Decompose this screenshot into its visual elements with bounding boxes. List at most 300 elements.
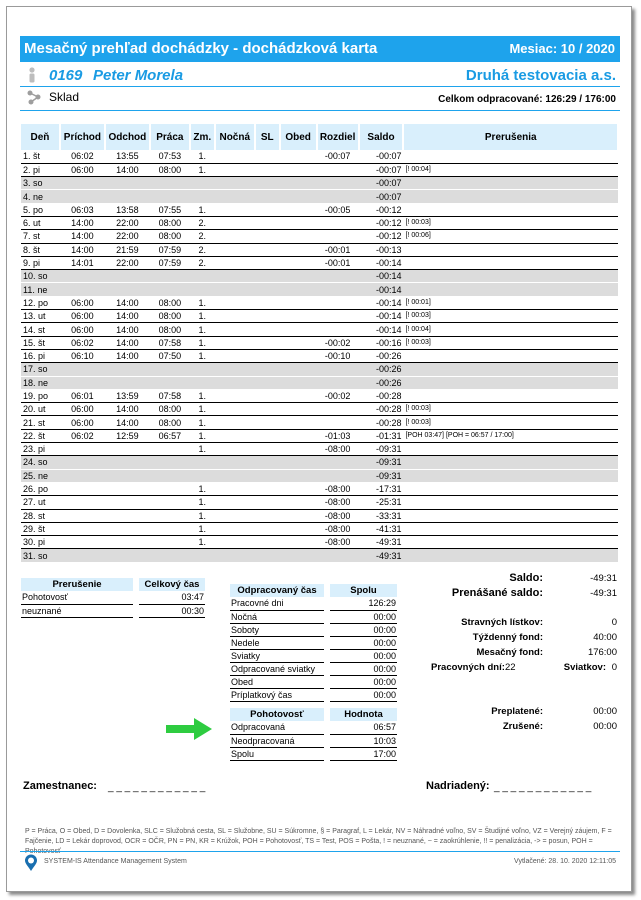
work-cell: 08:00 [150, 403, 190, 416]
lunch-cell [280, 349, 317, 362]
interruptions-cell [403, 443, 618, 456]
departure-cell [105, 482, 150, 495]
arrow-right-icon [166, 718, 214, 740]
arrival-cell [60, 469, 105, 482]
interruptions-cell [403, 482, 618, 495]
work-cell: 08:00 [150, 296, 190, 309]
saldo-cell: -00:16 [359, 336, 404, 349]
work-cell: 08:00 [150, 216, 190, 229]
night-cell [215, 349, 255, 362]
saldo-cell: -09:31 [359, 443, 404, 456]
departure-cell [105, 283, 150, 296]
footer-divider [20, 851, 620, 852]
shift-cell [190, 177, 215, 190]
difference-cell: -08:00 [317, 536, 359, 549]
work-cell: 08:00 [150, 323, 190, 336]
interruptions-cell [403, 283, 618, 296]
sl-cell [255, 389, 280, 402]
arrival-cell: 14:00 [60, 243, 105, 256]
shift-cell: 1. [190, 163, 215, 176]
difference-cell: -00:07 [317, 150, 359, 163]
arrival-cell: 06:03 [60, 203, 105, 216]
table-row [21, 310, 618, 323]
interruptions-cell: [! 00:03] [403, 216, 618, 229]
table-row [21, 363, 618, 376]
arrival-cell: 06:00 [60, 323, 105, 336]
worked-row [230, 597, 397, 610]
difference-cell [317, 310, 359, 323]
standby-header: Pohotovosť [230, 708, 324, 721]
table-row [21, 283, 618, 296]
table-row [21, 230, 618, 243]
day-cell: 22. št [21, 429, 60, 442]
saldo-cell: -00:13 [359, 243, 404, 256]
night-cell [215, 256, 255, 269]
sl-cell [255, 349, 280, 362]
night-cell [215, 443, 255, 456]
interruptions-cell: [! 00:06] [403, 230, 618, 243]
standby-row-name: Spolu [230, 747, 324, 760]
departure-cell [105, 496, 150, 509]
sl-cell [255, 429, 280, 442]
sl-cell [255, 456, 280, 469]
standby-row-value: 17:00 [330, 747, 397, 760]
meal-tickets-label: Stravných lístkov: [461, 617, 543, 628]
interruptions-cell [403, 522, 618, 535]
day-cell: 10. so [21, 270, 60, 283]
day-cell: 5. po [21, 203, 60, 216]
work-cell [150, 283, 190, 296]
day-cell: 25. ne [21, 469, 60, 482]
departure-cell [105, 536, 150, 549]
saldo-cell: -00:12 [359, 203, 404, 216]
interruptions-cell [403, 509, 618, 522]
column-header: Príchod [60, 124, 105, 150]
table-row [21, 389, 618, 402]
departure-cell: 14:00 [105, 349, 150, 362]
weekly-fund-value: 40:00 [593, 632, 617, 643]
standby-row-value: 06:57 [330, 721, 397, 734]
sl-cell [255, 310, 280, 323]
day-cell: 8. št [21, 243, 60, 256]
holidays-value: 0 [611, 662, 617, 673]
difference-cell [317, 323, 359, 336]
shift-cell: 1. [190, 536, 215, 549]
worked-row-value: 00:00 [330, 675, 397, 688]
saldo-cell: -00:26 [359, 349, 404, 362]
table-row [21, 456, 618, 469]
interruptions-cell [403, 203, 618, 216]
title-bar [20, 36, 620, 62]
interruptions-cell [403, 150, 618, 163]
night-cell [215, 509, 255, 522]
saldo-cell: -00:28 [359, 403, 404, 416]
difference-cell: -08:00 [317, 522, 359, 535]
work-cell [150, 509, 190, 522]
print-date: Vytlačené: 28. 10. 2020 12:11:05 [514, 858, 616, 865]
shift-cell: 1. [190, 496, 215, 509]
sl-cell [255, 336, 280, 349]
departure-cell: 12:59 [105, 429, 150, 442]
work-cell [150, 443, 190, 456]
lunch-cell [280, 163, 317, 176]
difference-cell [317, 216, 359, 229]
night-cell [215, 336, 255, 349]
difference-cell: -00:05 [317, 203, 359, 216]
work-cell [150, 496, 190, 509]
day-cell: 11. ne [21, 283, 60, 296]
arrival-cell: 06:02 [60, 336, 105, 349]
table-row [21, 429, 618, 442]
shift-cell: 1. [190, 522, 215, 535]
sl-cell [255, 150, 280, 163]
saldo-cell: -00:07 [359, 150, 404, 163]
table-row [21, 469, 618, 482]
night-cell [215, 190, 255, 203]
saldo-cell: -49:31 [359, 536, 404, 549]
sl-cell [255, 216, 280, 229]
arrival-cell [60, 177, 105, 190]
person-icon [27, 67, 37, 83]
lunch-cell [280, 536, 317, 549]
shift-cell: 1. [190, 336, 215, 349]
saldo-cell: -00:14 [359, 256, 404, 269]
arrival-cell: 06:00 [60, 296, 105, 309]
arrival-cell: 14:00 [60, 216, 105, 229]
work-cell [150, 190, 190, 203]
night-cell [215, 283, 255, 296]
lunch-cell [280, 469, 317, 482]
lunch-cell [280, 549, 317, 562]
interruptions-cell [403, 349, 618, 362]
table-row [21, 190, 618, 203]
table-row [21, 536, 618, 549]
worked-row-value: 00:00 [330, 688, 397, 701]
work-cell [150, 376, 190, 389]
interruptions-cell [403, 190, 618, 203]
departure-cell [105, 363, 150, 376]
arrival-cell [60, 376, 105, 389]
sl-cell [255, 363, 280, 376]
manager-signature-line: _ _ _ _ _ _ _ _ _ _ _ _ [494, 782, 592, 793]
departure-cell [105, 469, 150, 482]
worked-row [230, 636, 397, 649]
day-cell: 6. ut [21, 216, 60, 229]
arrival-cell [60, 549, 105, 562]
difference-cell [317, 549, 359, 562]
saldo-label: Saldo: [509, 572, 543, 584]
work-cell: 08:00 [150, 416, 190, 429]
difference-cell [317, 177, 359, 190]
departure-cell [105, 549, 150, 562]
saldo-cell: -00:14 [359, 283, 404, 296]
work-cell [150, 177, 190, 190]
standby-row-value: 10:03 [330, 734, 397, 747]
interruption-row-value: 03:47 [139, 591, 205, 604]
interruptions-cell [403, 363, 618, 376]
lunch-cell [280, 403, 317, 416]
shift-cell: 1. [190, 203, 215, 216]
lunch-cell [280, 496, 317, 509]
arrival-cell: 06:10 [60, 349, 105, 362]
departure-cell [105, 456, 150, 469]
shift-cell: 2. [190, 256, 215, 269]
work-cell [150, 549, 190, 562]
table-row [21, 482, 618, 495]
departure-cell: 13:58 [105, 203, 150, 216]
worked-row-name: Soboty [230, 623, 324, 636]
lunch-cell [280, 509, 317, 522]
lunch-cell [280, 456, 317, 469]
saldo-cell: -33:31 [359, 509, 404, 522]
saldo-cell: -00:26 [359, 363, 404, 376]
lunch-cell [280, 256, 317, 269]
day-cell: 26. po [21, 482, 60, 495]
worked-row-value: 00:00 [330, 662, 397, 675]
interruptions-cell: [! 00:03] [403, 336, 618, 349]
shift-cell [190, 456, 215, 469]
saldo-cell: -00:26 [359, 376, 404, 389]
standby-row-name: Odpracovaná [230, 721, 324, 734]
interruptions-cell [403, 376, 618, 389]
day-cell: 23. pi [21, 443, 60, 456]
arrival-cell: 06:02 [60, 429, 105, 442]
interruptions-cell [403, 496, 618, 509]
difference-cell: -08:00 [317, 443, 359, 456]
shift-cell: 2. [190, 243, 215, 256]
arrival-cell [60, 522, 105, 535]
difference-cell: -00:02 [317, 336, 359, 349]
lunch-cell [280, 150, 317, 163]
day-cell: 31. so [21, 549, 60, 562]
workdays-label: Pracovných dní: [431, 662, 505, 673]
interruptions-table [21, 578, 205, 618]
difference-cell: -00:01 [317, 256, 359, 269]
arrival-cell: 14:00 [60, 230, 105, 243]
interruptions-cell: [! 00:03] [403, 403, 618, 416]
lunch-cell [280, 363, 317, 376]
day-cell: 28. st [21, 509, 60, 522]
difference-cell: -00:02 [317, 389, 359, 402]
interruptions-cell [403, 243, 618, 256]
shift-cell: 1. [190, 389, 215, 402]
shift-cell: 1. [190, 296, 215, 309]
pin-logo-icon [24, 854, 38, 872]
departure-cell: 22:00 [105, 216, 150, 229]
interruption-row [21, 604, 205, 617]
standby-row [230, 747, 397, 760]
work-cell [150, 456, 190, 469]
lunch-cell [280, 310, 317, 323]
worked-row-value: 00:00 [330, 623, 397, 636]
interruptions-cell [403, 256, 618, 269]
paid-value: 00:00 [593, 706, 617, 717]
standby-row [230, 734, 397, 747]
saldo-cell: -01:31 [359, 429, 404, 442]
shift-cell: 1. [190, 323, 215, 336]
worked-row-name: Nočná [230, 610, 324, 623]
night-cell [215, 363, 255, 376]
interruption-row-name: neuznané [21, 604, 133, 617]
shift-cell [190, 376, 215, 389]
day-cell: 21. st [21, 416, 60, 429]
departure-cell: 14:00 [105, 323, 150, 336]
sl-cell [255, 177, 280, 190]
attendance-table [21, 124, 619, 563]
attendance-sheet [6, 6, 632, 892]
saldo-cell: -00:14 [359, 270, 404, 283]
night-cell [215, 549, 255, 562]
work-cell: 07:53 [150, 150, 190, 163]
work-cell: 08:00 [150, 163, 190, 176]
interruptions-cell: [! 00:03] [403, 310, 618, 323]
table-row [21, 270, 618, 283]
department-name: Sklad [49, 90, 80, 104]
day-cell: 18. ne [21, 376, 60, 389]
shift-cell: 2. [190, 216, 215, 229]
shift-cell: 1. [190, 429, 215, 442]
lunch-cell [280, 482, 317, 495]
lunch-cell [280, 389, 317, 402]
lunch-cell [280, 243, 317, 256]
arrival-cell [60, 482, 105, 495]
work-cell [150, 363, 190, 376]
departure-cell: 14:00 [105, 310, 150, 323]
interruption-row [21, 591, 205, 604]
departure-cell [105, 177, 150, 190]
standby-table [230, 708, 397, 761]
shift-cell [190, 190, 215, 203]
sl-cell [255, 230, 280, 243]
arrival-cell: 06:01 [60, 389, 105, 402]
night-cell [215, 496, 255, 509]
night-cell [215, 163, 255, 176]
night-cell [215, 177, 255, 190]
day-cell: 12. po [21, 296, 60, 309]
worked-row-name: Nedele [230, 636, 324, 649]
worked-row [230, 688, 397, 701]
table-row [21, 522, 618, 535]
saldo-cell: -00:14 [359, 296, 404, 309]
column-header: Odchod [105, 124, 150, 150]
departure-cell: 14:00 [105, 403, 150, 416]
shift-cell [190, 469, 215, 482]
lunch-cell [280, 230, 317, 243]
lunch-cell [280, 296, 317, 309]
worked-row-value: 126:29 [330, 597, 397, 610]
interruptions-cell [403, 389, 618, 402]
month-label: Mesiac: 10 / 2020 [509, 41, 615, 56]
holidays-label: Sviatkov: [563, 662, 606, 673]
table-row [21, 296, 618, 309]
arrival-cell: 14:01 [60, 256, 105, 269]
saldo-cell: -00:28 [359, 416, 404, 429]
difference-cell [317, 190, 359, 203]
shift-cell [190, 283, 215, 296]
day-cell: 16. pi [21, 349, 60, 362]
total-worked: Celkom odpracované: 126:29 / 176:00 [438, 94, 616, 105]
shift-cell: 1. [190, 403, 215, 416]
difference-cell [317, 416, 359, 429]
worked-row-name: Sviatky [230, 649, 324, 662]
interruptions-cell [403, 177, 618, 190]
lunch-cell [280, 336, 317, 349]
difference-cell [317, 230, 359, 243]
table-row [21, 549, 618, 562]
day-cell: 15. št [21, 336, 60, 349]
worked-row-name: Odpracované sviatky [230, 662, 324, 675]
table-row [21, 509, 618, 522]
interruptions-header: Prerušenie [21, 578, 133, 591]
departure-cell: 22:00 [105, 256, 150, 269]
departure-cell: 13:59 [105, 389, 150, 402]
shift-cell: 1. [190, 349, 215, 362]
departure-cell: 14:00 [105, 416, 150, 429]
difference-cell: -08:00 [317, 482, 359, 495]
shift-cell: 1. [190, 482, 215, 495]
saldo-cell: -25:31 [359, 496, 404, 509]
worked-row [230, 623, 397, 636]
arrival-cell [60, 509, 105, 522]
night-cell [215, 216, 255, 229]
arrival-cell [60, 363, 105, 376]
departure-cell [105, 190, 150, 203]
sl-cell [255, 376, 280, 389]
worked-row-name: Obed [230, 675, 324, 688]
meal-tickets-value: 0 [611, 617, 617, 628]
column-header: Zm. [190, 124, 215, 150]
column-header: Rozdiel [317, 124, 359, 150]
lunch-cell [280, 177, 317, 190]
interruptions-cell: [! 00:01] [403, 296, 618, 309]
night-cell [215, 469, 255, 482]
difference-cell: -08:00 [317, 509, 359, 522]
standby-value-header: Hodnota [330, 708, 397, 721]
saldo-value: -49:31 [590, 573, 617, 584]
shift-cell: 1. [190, 310, 215, 323]
table-row [21, 323, 618, 336]
interruptions-cell [403, 270, 618, 283]
day-cell: 9. pi [21, 256, 60, 269]
difference-cell [317, 296, 359, 309]
lunch-cell [280, 416, 317, 429]
night-cell [215, 270, 255, 283]
carry-saldo-value: -49:31 [590, 588, 617, 599]
departure-cell [105, 270, 150, 283]
column-header: Obed [280, 124, 317, 150]
difference-cell [317, 456, 359, 469]
departure-cell: 14:00 [105, 296, 150, 309]
table-row [21, 256, 618, 269]
saldo-cell: -00:14 [359, 323, 404, 336]
work-cell: 07:59 [150, 256, 190, 269]
work-cell [150, 522, 190, 535]
work-cell: 07:50 [150, 349, 190, 362]
day-cell: 7. st [21, 230, 60, 243]
night-cell [215, 522, 255, 535]
night-cell [215, 482, 255, 495]
day-cell: 19. po [21, 389, 60, 402]
night-cell [215, 310, 255, 323]
shift-cell: 2. [190, 230, 215, 243]
worked-row-name: Príplatkový čas [230, 688, 324, 701]
shift-cell [190, 363, 215, 376]
employee-signature-line: _ _ _ _ _ _ _ _ _ _ _ _ [108, 782, 206, 793]
sl-cell [255, 522, 280, 535]
interruptions-time-header: Celkový čas [139, 578, 205, 591]
paid-label: Preplatené: [491, 706, 543, 717]
table-row [21, 403, 618, 416]
